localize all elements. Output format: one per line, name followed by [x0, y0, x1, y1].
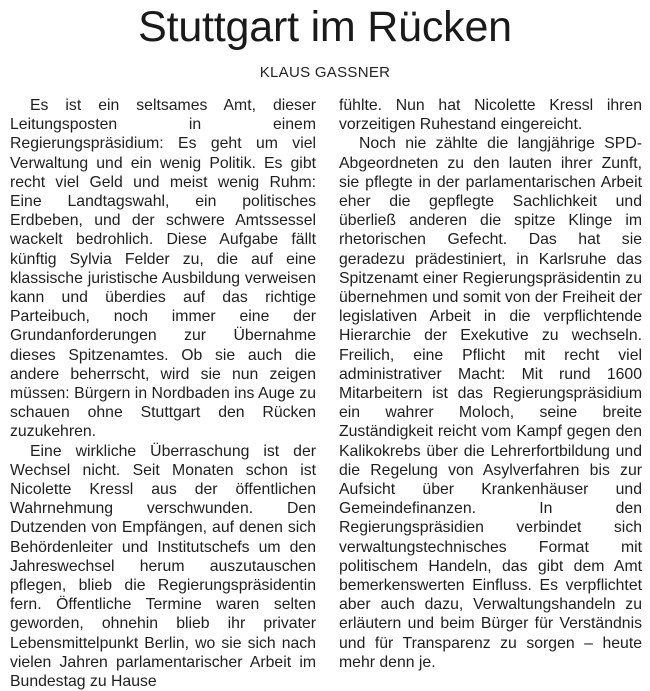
article-paragraph: Es ist ein seltsames Amt, dieser Leitungsposten in einem Regierungspräsidium: Es geht um viel Verwaltung und ein wenig Politik. Es gibt recht viel Geld und meist wenig Ruhm: Eine Landtagswahl, ein politisches Erdbeben, und der schwere Amtssessel wackelt bedrohlich. Diese Aufgabe fällt künftig Sylvia Felder zu, die auf eine klassische juristische Ausbildung verweisen kann und überdies auf das richtige Parteibuch, noch immer eine der Grundanforderungen zur Übernahme dieses Spitzenamtes. Ob sie auch die andere beherrscht, wird sie nun zeigen müssen: Bürgern in Nordbaden ins Auge zu schauen ohne Stuttgart den Rücken zuzukehren. [10, 97, 316, 441]
article-paragraph: Eine wirkliche Überraschung ist der Wechsel nicht. Seit Monaten schon ist Nicolette Kressl aus der öffentlichen Wahrnehmung verschwunden. Den Dutzenden von Empfängen, auf denen sich Behördenleiter und Institutschefs um den Jahreswechsel herum auszutauschen pflegen, blieb die Regierungspräsidentin fern. Öffentliche Termine waren selten geworden, ohnehin blieb ihr privater Lebensmittelpunkt Berlin, wo sie sich nach vielen Jahren parlamentarischer Arbeit im Bundestag zu Hause [10, 442, 316, 691]
article-paragraph-continuation: fühlte. Nun hat Nicolette Kressl ihren vorzeitigen Ruhestand eingereicht. [339, 97, 642, 134]
article-column-right [339, 96, 642, 672]
article-paragraph: Noch nie zählte die langjährige SPD-Abgeordneten zu den lauten ihrer Zunft, sie pflegte in der parlamentarischen Arbeit eher die gepflegte Sachlichkeit und überließ anderen die spitze Klinge im rhetorischen Gefecht. Das hat sie geradezu prädestiniert, in Karlsruhe das Spitzenamt einer Regierungspräsidentin zu übernehmen und somit von der Freiheit der legislativen Arbeit in die verpflichtende Hierarchie der Exekutive zu wechseln. Freilich, eine Pflicht mit recht viel administrativer Macht: Mit rund 1600 Mitarbeitern ist das Regierungspräsidium ein wahrer Moloch, seine breite Zuständigkeit reicht vom Kampf gegen den Kalikokrebs über die Lehrerfortbildung und die Regelung von Asylverfahren bis zur Aufsicht über Krankenhäuser und Gemeindefinanzen. In den Regierungspräsidien verbindet sich verwaltungstechnisches Format mit politischem Handeln, das gibt dem Amt bemerkenswerten Einfluss. Es verpflichtet aber auch dazu, Verwaltungshandeln zu erläutern und beim Bürger für Verständnis und für Transparenz zu sorgen – heute mehr denn je. [339, 135, 642, 671]
article-byline: KLAUS GASSNER [259, 64, 391, 81]
article-column-left [10, 96, 316, 691]
article-headline: Stuttgart im Rücken [138, 3, 512, 51]
